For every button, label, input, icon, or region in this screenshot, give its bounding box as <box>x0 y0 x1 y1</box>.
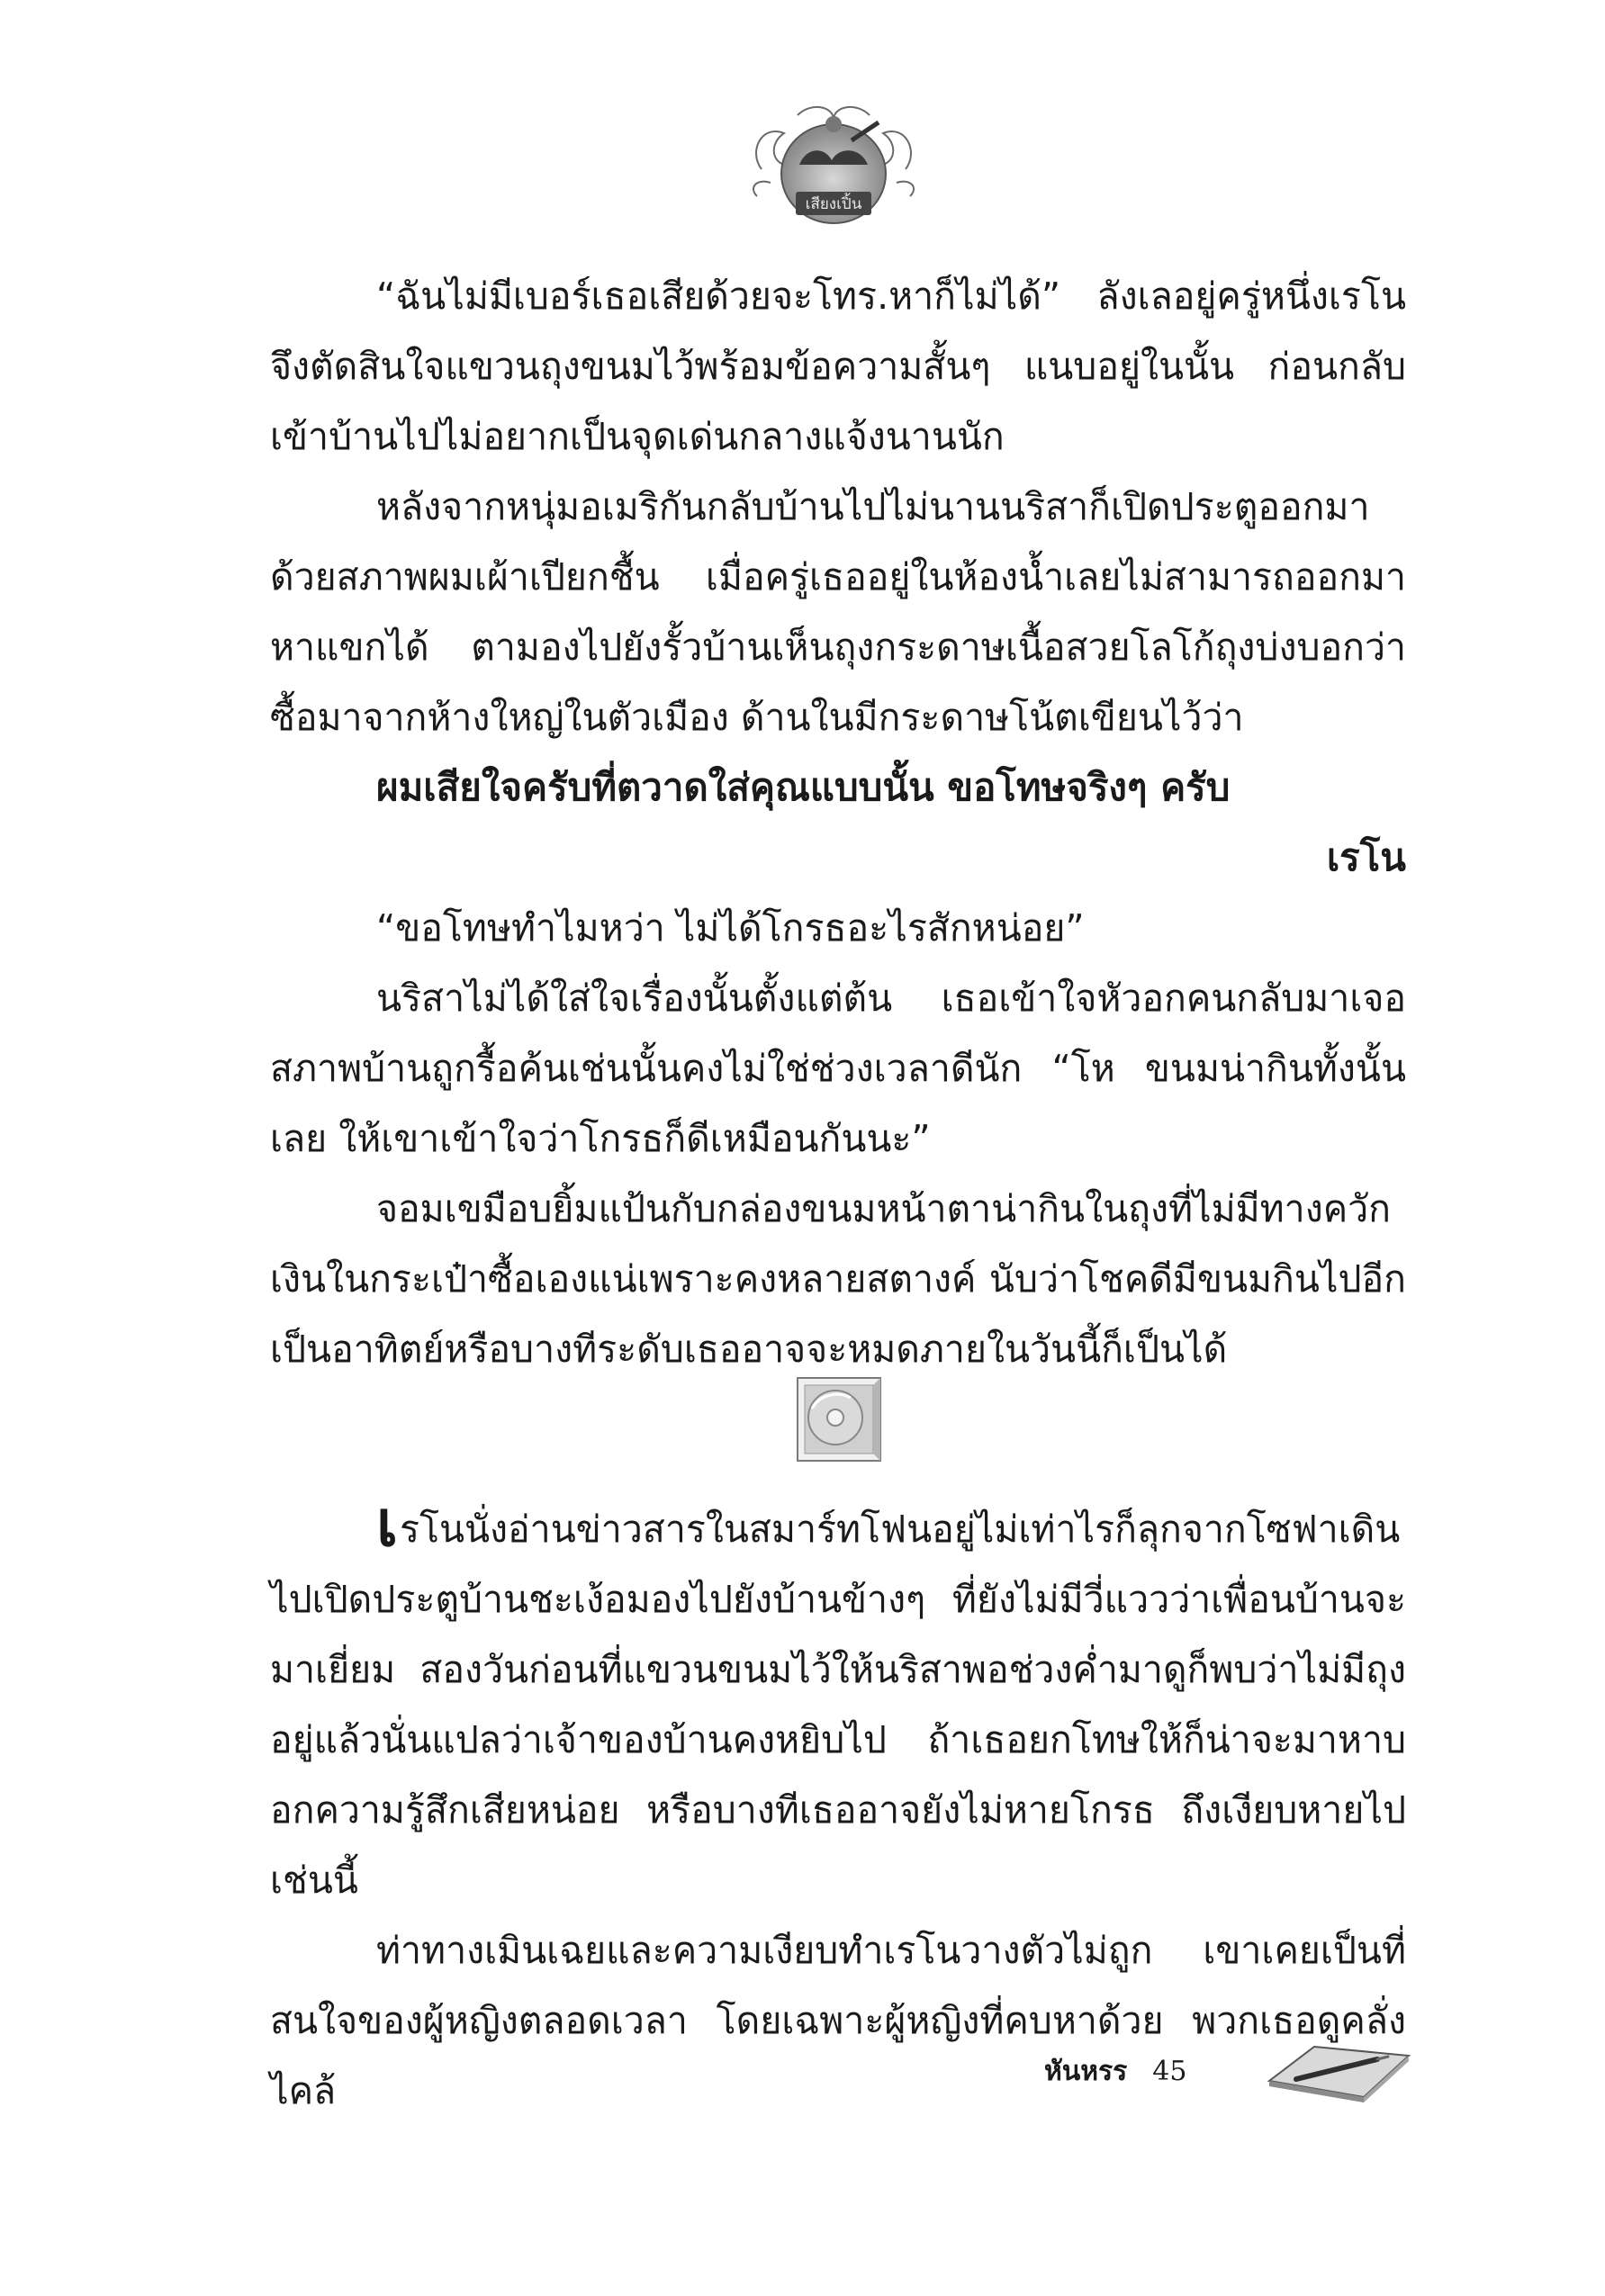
paragraph-5: จอมเขมือบยิ้มแป้นกับกล่องขนมหน้าตาน่ากินในถุงที่ไม่มีทางควักเงินในกระเป๋าซื้อเองแน่เพราะคงหลายสตางค์ นับว่าโชคดีมีขนมกินไปอีกเป็นอาทิตย์หรือบางทีระดับเธออาจจะหมดภายในวันนี้ก็เป็นได้ <box>270 1187 1406 1371</box>
page-number: 45 <box>1152 2056 1187 2087</box>
drop-cap: เ <box>376 1487 398 1561</box>
paragraph-3: “ขอโทษทำไมหว่า ไม่ได้โกรธอะไรสักหน่อย” <box>376 906 1085 950</box>
paragraph-2: หลังจากหนุ่มอเมริกันกลับบ้านไปไม่นานนริสาก็เปิดประตูออกมาด้วยสภาพผมเผ้าเปียกชื้น เมื่อครู่เธออยู่ในห้องน้ำเลยไม่สามารถออกมาหาแขกได้ ตามองไปยังรั้วบ้านเห็นถุงกระดาษเนื้อสวยโลโก้ถุงบ่งบอกว่าซื้อมาจากห้างใหญ่ในตัวเมือง ด้านในมีกระดาษโน้ตเขียนไว้ว่า <box>270 485 1406 739</box>
emblem-label: เสียงเปิ้น <box>805 195 862 212</box>
paragraph-6 <box>270 1487 1406 1915</box>
book-title: หันหรร <box>1044 2056 1128 2087</box>
paragraph-1: “ฉันไม่มีเบอร์เธอเสียด้วยจะโทร.หาก็ไม่ได้” ลังเลอยู่ครู่หนึ่งเรโน จึงตัดสินใจแขวนถุงขนมไว้พร้อมข้อความสั้นๆ แนบอยู่ในนั้น ก่อนกลับเข้าบ้านไปไม่อยากเป็นจุดเด่นกลางแจ้งนานนัก <box>270 275 1406 458</box>
note-text: ผมเสียใจครับที่ตวาดใส่คุณแบบนั้น ขอโทษจริงๆ ครับ <box>376 765 1231 809</box>
note-signature: เรโน <box>1326 835 1406 879</box>
tablet-pen-icon <box>1260 2036 1413 2106</box>
paragraph-7: ท่าทางเมินเฉยและความเงียบทำเรโนวางตัวไม่ถูก เขาเคยเป็นที่สนใจของผู้หญิงตลอดเวลา โดยเฉพาะผู้หญิงที่คบหาด้วย พวกเธอดูคลั่งไคล้ <box>270 1929 1406 2112</box>
paragraph-6-text: รโนนั่งอ่านข่าวสารในสมาร์ทโฟนอยู่ไม่เท่าไรก็ลุกจากโซฟาเดินไปเปิดประตูบ้านชะเง้อมองไปยังบ้านข้างๆ ที่ยังไม่มีวี่แววว่าเพื่อนบ้านจะมาเยี่ยม สองวันก่อนที่แขวนขนมไว้ให้นริสาพอช่วงค่ำมาดูก็พบว่าไม่มีถุงอยู่แล้วนั่นแปลว่าเจ้าของบ้านคงหยิบไป ถ้าเธอยกโทษให้ก็น่าจะมาหาบอกความรู้สึกเสียหน่อย หรือบางทีเธออาจยังไม่หายโกรธ ถึงเงียบหายไปเช่นนี้ <box>270 1508 1406 1902</box>
ornamental-book-emblem-icon <box>744 97 924 232</box>
cd-case-icon <box>792 1373 887 1467</box>
paragraph-4: นริสาไม่ได้ใส่ใจเรื่องนั้นตั้งแต่ต้น เธอเข้าใจหัวอกคนกลับมาเจอสภาพบ้านถูกรื้อค้นเช่นนั้นคงไม่ใช่ช่วงเวลาดีนัก “โห ขนมน่ากินทั้งนั้นเลย ให้เขาเข้าใจว่าโกรธก็ดีเหมือนกันนะ” <box>270 977 1406 1160</box>
page-footer <box>1044 2054 1186 2090</box>
